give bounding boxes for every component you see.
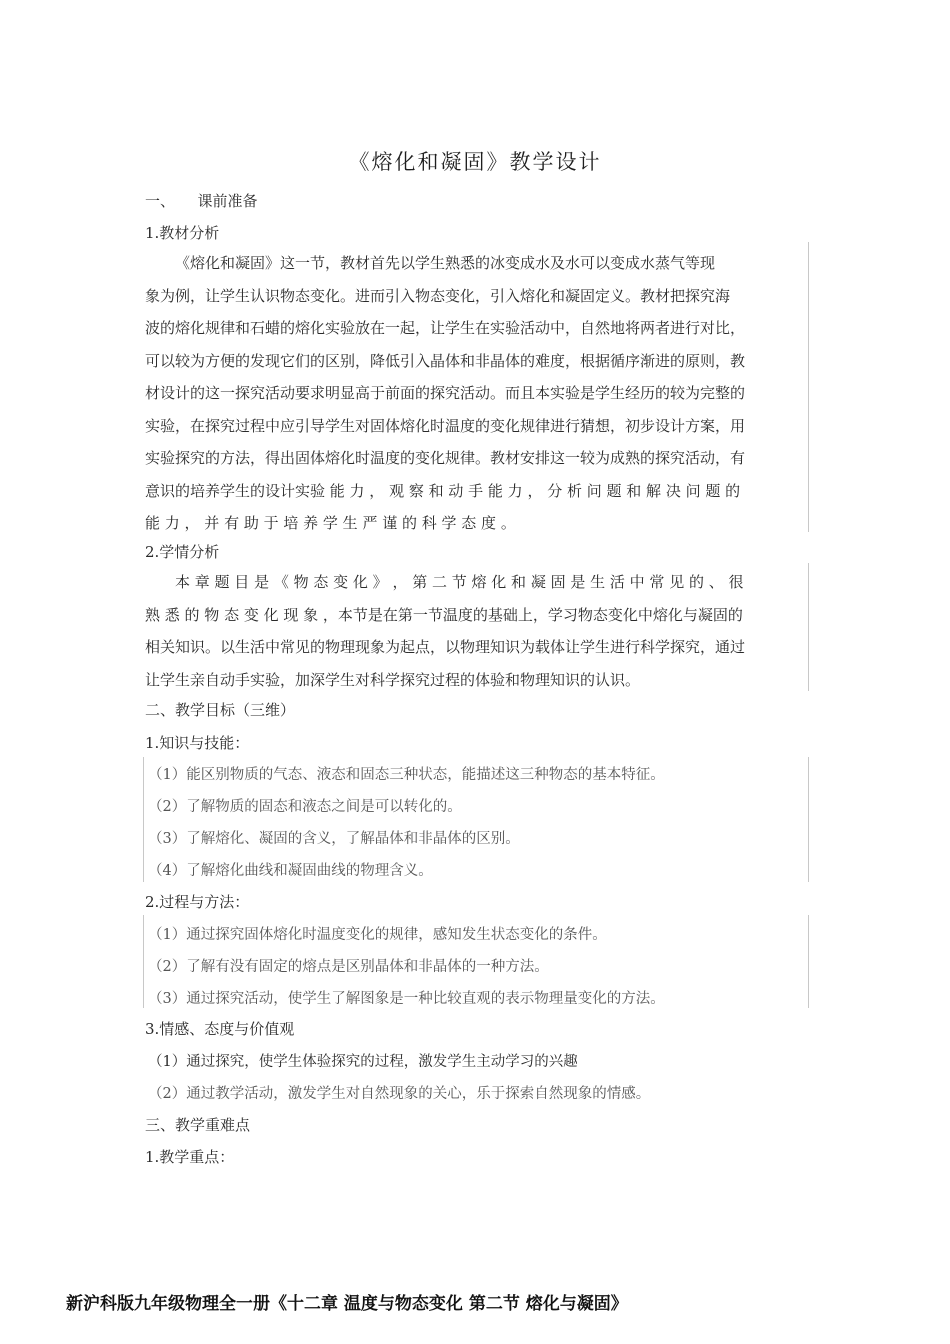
section-1-heading: 一、 课前准备: [145, 192, 258, 210]
knowledge-item: （3）了解熔化、凝固的含义，了解晶体和非晶体的区别。: [148, 831, 520, 847]
teaching-focus-heading: 1.教学重点：: [145, 1148, 235, 1166]
box-right-border: [808, 563, 809, 691]
paragraph-line: 实验探究的方法，得出固体熔化时温度的变化规律。教材安排这一较为成熟的探究活动，有: [145, 449, 746, 467]
paragraph-line: 材设计的这一探究活动要求明显高于前面的探究活动。而且本实验是学生经历的较为完整的: [145, 384, 746, 402]
box-right-border: [808, 757, 809, 882]
knowledge-item: （4）了解熔化曲线和凝固曲线的物理含义。: [148, 863, 433, 879]
paragraph-line: 熟 悉 的 物 态 变 化 现 象 ，本节是在第一节温度的基础上，学习物态变化中熔化与凝固的: [145, 605, 743, 624]
student-analysis-paragraph: [145, 566, 807, 696]
process-item: （3）通过探究活动，使学生了解图象是一种比较直观的表示物理量变化的方法。: [148, 991, 665, 1007]
section-3-heading: 三、教学重难点: [145, 1116, 251, 1134]
knowledge-item: （2）了解物质的固态和液态之间是可以转化的。: [148, 799, 462, 815]
emotion-item: （1）通过探究，使学生体验探究的过程，激发学生主动学习的兴趣: [148, 1054, 578, 1070]
process-item: （2）了解有没有固定的熔点是区别晶体和非晶体的一种方法。: [148, 959, 549, 975]
process-methods-heading: 2.过程与方法：: [145, 893, 250, 911]
box-left-border: [143, 915, 144, 1008]
knowledge-skills-heading: 1.知识与技能：: [145, 734, 250, 752]
footer-caption: 新沪科版九年级物理全一册《十二章 温度与物态变化 第二节 熔化与凝固》: [66, 1294, 628, 1314]
box-left-border: [143, 757, 144, 882]
paragraph-line: 本 章 题 目 是 《 物 态 变 化 》 ， 第 二 节 熔 化 和 凝 固 是 生 活 中 常 见 的 、 很: [175, 573, 744, 591]
knowledge-item: （1）能区别物质的气态、液态和固态三种状态，能描述这三种物态的基本特征。: [148, 767, 665, 783]
process-item: （1）通过探究固体熔化时温度变化的规律，感知发生状态变化的条件。: [148, 927, 607, 943]
section-2-heading: 二、教学目标（三维）: [145, 701, 296, 719]
paragraph-line: 《熔化和凝固》这一节，教材首先以学生熟悉的冰变成水及水可以变成水蒸气等现: [175, 254, 716, 272]
emotion-item: （2）通过教学活动，激发学生对自然现象的关心，乐于探索自然现象的情感。: [148, 1086, 651, 1102]
box-right-border: [808, 915, 809, 1008]
paragraph-line: 能 力 ， 并 有 助 于 培 养 学 生 严 谨 的 科 学 态 度 。: [145, 514, 516, 532]
textbook-analysis-heading: 1.教材分析: [145, 224, 220, 242]
paragraph-line: 可以较为方便的发现它们的区别，降低引入晶体和非晶体的难度，根据循序渐进的原则，教: [145, 351, 746, 370]
student-analysis-heading: 2.学情分析: [145, 543, 220, 561]
paragraph-line: 波的熔化规律和石蜡的熔化实验放在一起，让学生在实验活动中，自然地将两者进行对比，: [145, 319, 746, 337]
paragraph-line: 意识的培养学生的设计实验 能 力 ， 观 察 和 动 手 能 力 ， 分 析 问 题 和 解 决 问 题 的: [145, 481, 741, 500]
textbook-analysis-paragraph: [145, 247, 807, 540]
box-right-border: [808, 242, 809, 532]
document-title: 《熔化和凝固》教学设计: [348, 150, 602, 174]
paragraph-line: 象为例，让学生认识物态变化。进而引入物态变化，引入熔化和凝固定义。教材把探究海: [145, 286, 731, 305]
emotion-values-heading: 3.情感、态度与价值观: [145, 1020, 295, 1038]
paragraph-line: 实验，在探究过程中应引导学生对固体熔化时温度的变化规律进行猜想，初步设计方案，用: [145, 416, 746, 435]
paragraph-line: 相关知识。以生活中常见的物理现象为起点，以物理知识为载体让学生进行科学探究，通过: [145, 638, 746, 656]
paragraph-line: 让学生亲自动手实验，加深学生对科学探究过程的体验和物理知识的认识。: [145, 670, 641, 689]
